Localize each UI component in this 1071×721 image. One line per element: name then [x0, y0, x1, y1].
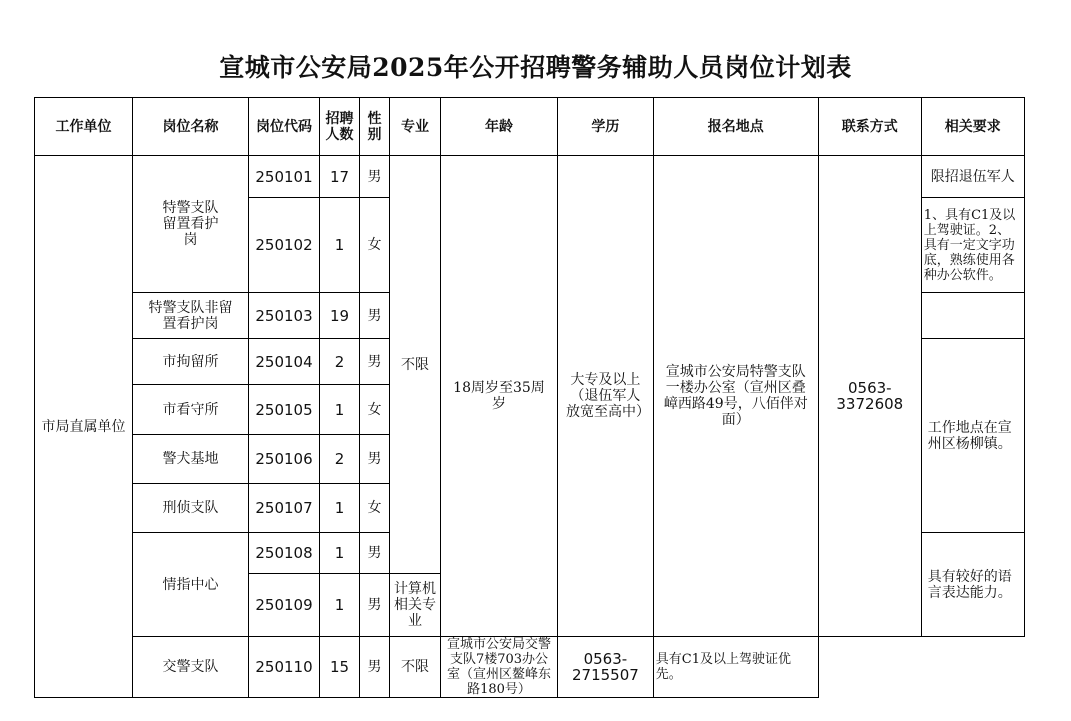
count-cell: 1 — [320, 574, 360, 637]
header-count: 招聘人数 — [320, 98, 360, 156]
count-cell: 1 — [320, 533, 360, 574]
unit-cell: 市局直属单位 — [35, 156, 133, 698]
age-cell: 18周岁至35周岁 — [441, 156, 558, 637]
table-row — [35, 156, 1025, 198]
gender-cell: 女 — [360, 385, 390, 435]
post-name-cell: 刑侦支队 — [133, 484, 249, 533]
gender-cell: 男 — [360, 574, 390, 637]
post-code-cell: 250107 — [249, 484, 320, 533]
table-row — [35, 637, 1025, 698]
gender-cell: 男 — [360, 293, 390, 339]
header-requirements: 相关要求 — [921, 98, 1024, 156]
post-name-cell: 市看守所 — [133, 385, 249, 435]
requirement-cell: 具有较好的语言表达能力。 — [921, 533, 1024, 637]
gender-cell: 男 — [360, 533, 390, 574]
post-code-cell: 250101 — [249, 156, 320, 198]
post-code-cell: 250102 — [249, 198, 320, 293]
header-age: 年龄 — [441, 98, 558, 156]
header-education: 学历 — [558, 98, 654, 156]
count-cell: 19 — [320, 293, 360, 339]
post-code-cell: 250103 — [249, 293, 320, 339]
requirement-empty-cell — [921, 293, 1024, 339]
recruitment-table — [34, 97, 1025, 698]
header-post-name: 岗位名称 — [133, 98, 249, 156]
post-name-cell: 警犬基地 — [133, 435, 249, 484]
count-cell: 2 — [320, 339, 360, 385]
header-contact: 联系方式 — [818, 98, 921, 156]
gender-cell: 男 — [360, 339, 390, 385]
page-title: 宣城市公安局2025年公开招聘警务辅助人员岗位计划表 — [219, 53, 852, 82]
header-post-code: 岗位代码 — [249, 98, 320, 156]
post-name-cell: 情指中心 — [133, 533, 249, 637]
requirement-cell: 限招退伍军人 — [921, 156, 1024, 198]
count-cell: 1 — [320, 198, 360, 293]
post-name-cell: 交警支队 — [133, 637, 249, 698]
header-major: 专业 — [390, 98, 441, 156]
location-cell: 宣城市公安局交警支队7楼703办公室（宣州区鳌峰东路180号） — [441, 637, 558, 698]
header-unit: 工作单位 — [35, 98, 133, 156]
count-cell: 2 — [320, 435, 360, 484]
header-location: 报名地点 — [653, 98, 818, 156]
post-code-cell: 250105 — [249, 385, 320, 435]
count-cell: 1 — [320, 484, 360, 533]
count-cell: 15 — [320, 637, 360, 698]
gender-cell: 女 — [360, 198, 390, 293]
requirement-cell: 具有C1及以上驾驶证优先。 — [653, 637, 818, 698]
location-cell: 宣城市公安局特警支队一楼办公室（宣州区叠嶂西路49号，八佰伴对面） — [653, 156, 818, 637]
gender-cell: 女 — [360, 484, 390, 533]
contact-cell: 0563-2715507 — [558, 637, 654, 698]
contact-cell: 0563-3372608 — [818, 156, 921, 637]
post-code-cell: 250110 — [249, 637, 320, 698]
count-cell: 1 — [320, 385, 360, 435]
major-cell: 计算机相关专业 — [390, 574, 441, 637]
post-code-cell: 250106 — [249, 435, 320, 484]
requirement-cell: 1、具有C1及以上驾驶证。2、具有一定文字功底，熟练使用各种办公软件。 — [921, 198, 1024, 293]
post-name-cell: 市拘留所 — [133, 339, 249, 385]
education-cell: 大专及以上（退伍军人放宽至高中） — [558, 156, 654, 637]
post-code-cell: 250109 — [249, 574, 320, 637]
gender-cell: 男 — [360, 156, 390, 198]
count-cell: 17 — [320, 156, 360, 198]
post-name-cell: 特警支队留置看护岗 — [133, 156, 249, 293]
gender-cell: 男 — [360, 637, 390, 698]
post-name-cell: 特警支队非留置看护岗 — [133, 293, 249, 339]
major-cell: 不限 — [390, 156, 441, 574]
major-cell: 不限 — [390, 637, 441, 698]
requirement-cell: 工作地点在宣州区杨柳镇。 — [921, 339, 1024, 533]
post-code-cell: 250104 — [249, 339, 320, 385]
gender-cell: 男 — [360, 435, 390, 484]
post-code-cell: 250108 — [249, 533, 320, 574]
header-row — [35, 98, 1025, 156]
header-gender: 性别 — [360, 98, 390, 156]
